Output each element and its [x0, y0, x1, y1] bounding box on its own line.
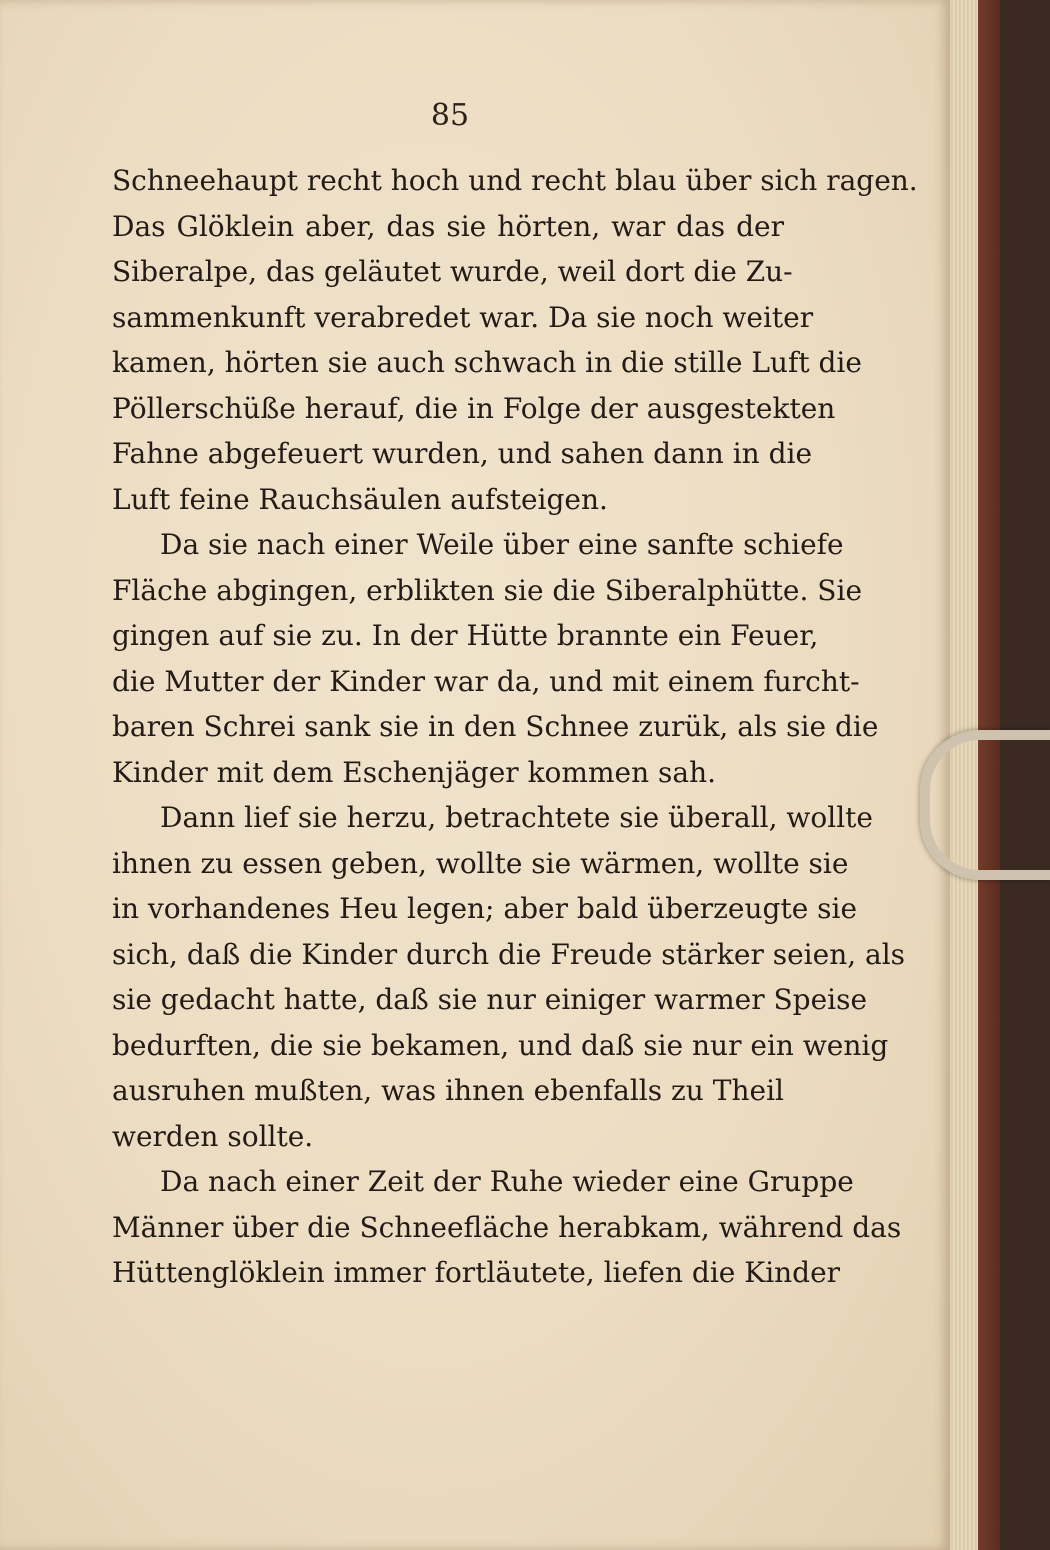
text-line: Siberalpe, das geläutet wurde, weil dort die Zu- [112, 255, 793, 288]
text-line: kamen, hörten sie auch schwach in die stille Luft die [112, 346, 862, 379]
book-clasp [920, 730, 1050, 880]
text-line: werden sollte. [112, 1119, 314, 1153]
text-line: Luft feine Rauchsäulen aufsteigen. [112, 482, 608, 516]
text-line: sie gedacht hatte, daß sie nur einiger warmer Speise [112, 983, 868, 1016]
text-line: sich, daß die Kinder durch die Freude stärker seien, als [112, 937, 906, 971]
text-line: ihnen zu essen geben, wollte sie wärmen, wollte sie [112, 846, 849, 880]
text-line: sammenkunft verabredet war. Da sie noch weiter [112, 300, 814, 334]
text-line: Fahne abgefeuert wurden, und sahen dann in die [112, 437, 813, 470]
text-line: Schneehaupt recht hoch und recht blau über sich ragen. [112, 164, 918, 197]
text-line: gingen auf sie zu. In der Hütte brannte ein Feuer, [112, 619, 819, 652]
text-line: Da sie nach einer Weile über eine sanfte schiefe [160, 528, 844, 561]
text-line: Fläche abgingen, erblikten sie die Siberalphütte. Sie [112, 573, 863, 607]
text-line: Pöllerschüße herauf, die in Folge der ausgestekten [112, 391, 836, 425]
text-line: Dann lief sie herzu, betrachtete sie überall, wollte [160, 801, 873, 834]
text-line: Kinder mit dem Eschenjäger kommen sah. [112, 755, 716, 789]
text-line: baren Schrei sank sie in den Schnee zurük, als sie die [112, 710, 879, 743]
text-line: Männer über die Schneefläche herabkam, während das [112, 1210, 902, 1244]
text-line: ausruhen mußten, was ihnen ebenfalls zu Theil [112, 1074, 784, 1107]
page-number: 85 [430, 98, 470, 133]
text-line: Da nach einer Zeit der Ruhe wieder eine Gruppe [160, 1165, 854, 1198]
body-text [112, 158, 918, 1296]
text-line: Das Glöklein aber, das sie hörten, war das der [112, 209, 784, 243]
text-line: in vorhandenes Heu legen; aber bald überzeugte sie [112, 892, 858, 925]
text-line: bedurften, die sie bekamen, und daß sie nur ein wenig [112, 1028, 889, 1062]
text-line: Hüttenglöklein immer fortläutete, liefen die Kinder [112, 1256, 841, 1289]
text-line: die Mutter der Kinder war da, und mit einem furcht- [112, 664, 860, 698]
